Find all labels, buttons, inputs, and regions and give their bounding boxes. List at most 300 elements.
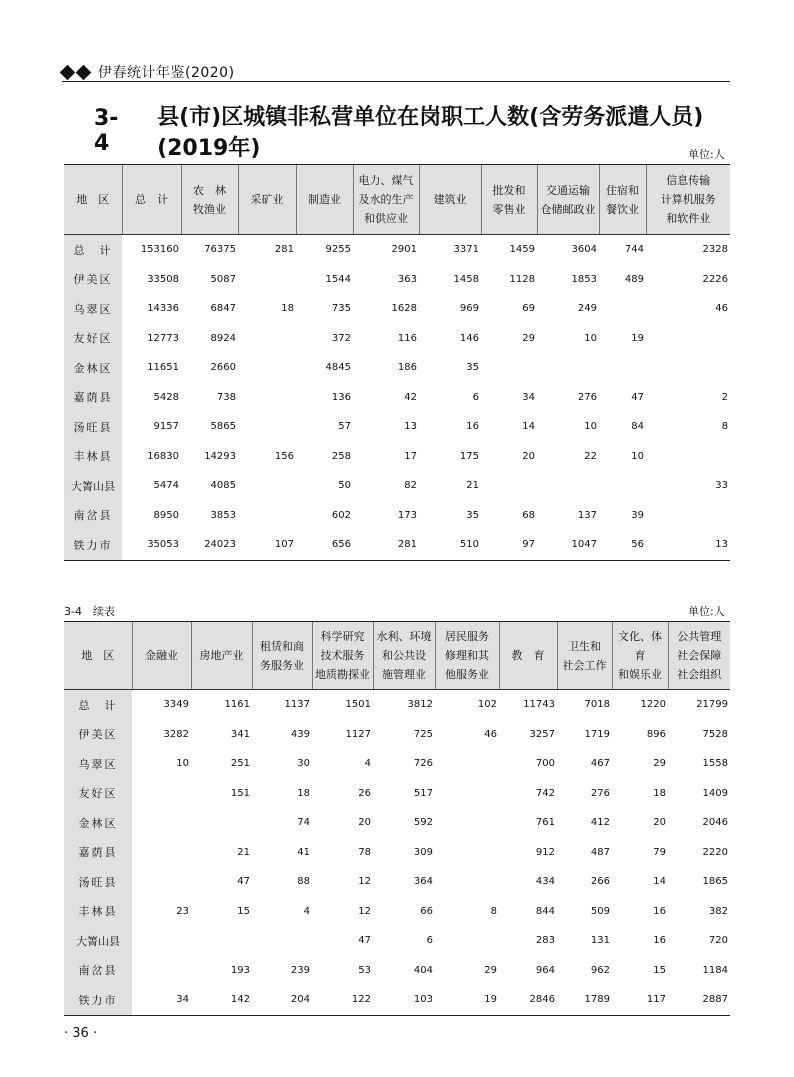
table-row <box>64 412 730 442</box>
value-cell: 8 <box>721 421 728 433</box>
value-cell: 249 <box>577 303 597 315</box>
header-rule <box>62 81 730 82</box>
value-cell <box>435 779 499 809</box>
value-cell: 1047 <box>537 530 599 560</box>
value-cell: 186 <box>397 362 417 374</box>
value-cell: 2901 <box>391 244 417 256</box>
value-cell: 251 <box>230 758 250 770</box>
value-cell: 69 <box>522 303 535 315</box>
value-cell <box>646 501 730 531</box>
value-cell: 23 <box>176 905 189 917</box>
employment-table-part1 <box>64 164 730 561</box>
column-header: 电力、煤气 及水的生产 和供应业 <box>353 165 419 235</box>
value-cell: 47 <box>237 876 250 888</box>
value-cell: 13 <box>646 530 730 560</box>
value-cell: 14 <box>653 876 666 888</box>
value-cell: 602 <box>331 509 351 521</box>
region-cell: 南岔县 <box>64 956 132 986</box>
value-cell <box>599 294 646 324</box>
value-cell: 35 <box>466 509 479 521</box>
value-cell: 42 <box>404 391 417 403</box>
value-cell: 509 <box>590 905 610 917</box>
value-cell: 912 <box>535 846 555 858</box>
value-cell: 21799 <box>696 699 728 711</box>
column-header: 交通运输 仓储邮政业 <box>537 165 599 235</box>
value-cell <box>238 383 296 413</box>
value-cell: 20 <box>653 817 666 829</box>
value-cell: 2660 <box>210 362 236 374</box>
value-cell: 3604 <box>571 244 597 256</box>
value-cell: 2846 <box>499 985 557 1015</box>
value-cell: 4 <box>303 905 310 917</box>
region-cell: 友好区 <box>64 324 122 354</box>
value-cell: 1853 <box>571 273 597 285</box>
value-cell: 364 <box>413 876 433 888</box>
column-header: 总 计 <box>122 165 181 235</box>
table-row <box>64 749 730 779</box>
value-cell: 725 <box>413 728 433 740</box>
value-cell: 30 <box>297 758 310 770</box>
value-cell: 962 <box>590 964 610 976</box>
value-cell: 964 <box>535 964 555 976</box>
column-header: 租赁和商 务服务业 <box>252 622 312 690</box>
column-header-region: 地 区 <box>64 622 132 690</box>
region-cell: 乌翠区 <box>64 749 132 779</box>
value-cell <box>238 471 296 501</box>
table-row <box>64 808 730 838</box>
value-cell <box>132 779 191 809</box>
value-cell: 434 <box>535 876 555 888</box>
value-cell: 3812 <box>407 699 433 711</box>
column-header: 住宿和 餐饮业 <box>599 165 646 235</box>
table-row <box>64 838 730 868</box>
value-cell: 404 <box>413 964 433 976</box>
value-cell: 5087 <box>210 273 236 285</box>
value-cell: 18 <box>281 303 294 315</box>
value-cell: 1161 <box>224 699 250 711</box>
table-row <box>64 501 730 531</box>
value-cell: 896 <box>646 728 666 740</box>
value-cell: 700 <box>535 758 555 770</box>
region-cell: 总 计 <box>64 690 132 720</box>
value-cell: 1789 <box>557 985 612 1015</box>
value-cell: 56 <box>599 530 646 560</box>
value-cell: 258 <box>331 450 351 462</box>
value-cell: 50 <box>338 480 351 492</box>
column-header: 批发和 零售业 <box>481 165 537 235</box>
value-cell: 309 <box>413 846 433 858</box>
value-cell: 1220 <box>640 699 666 711</box>
region-cell: 嘉荫县 <box>64 383 122 413</box>
value-cell: 107 <box>238 530 296 560</box>
region-cell: 汤旺县 <box>64 412 122 442</box>
value-cell: 6847 <box>210 303 236 315</box>
region-cell: 丰林县 <box>64 897 132 927</box>
table-row <box>64 442 730 472</box>
value-cell: 382 <box>708 905 728 917</box>
value-cell <box>646 353 730 383</box>
value-cell: 35053 <box>122 530 181 560</box>
value-cell: 372 <box>331 332 351 344</box>
value-cell: 5474 <box>153 480 179 492</box>
region-cell: 大箐山县 <box>64 471 122 501</box>
table-row <box>64 926 730 956</box>
table-row <box>64 235 730 265</box>
value-cell: 276 <box>590 787 610 799</box>
value-cell: 726 <box>413 758 433 770</box>
value-cell: 53 <box>358 964 371 976</box>
region-cell: 乌翠区 <box>64 294 122 324</box>
column-header: 信息传输 计算机服务 和软件业 <box>646 165 730 235</box>
value-cell: 239 <box>290 964 310 976</box>
value-cell: 1409 <box>702 787 728 799</box>
value-cell: 33 <box>715 480 728 492</box>
table-title: 县(市)区城镇非私营单位在岗职工人数(含劳务派遣人员)(2019年) <box>157 105 704 161</box>
value-cell: 10 <box>584 421 597 433</box>
column-header: 农 林 牧渔业 <box>181 165 238 235</box>
value-cell: 21 <box>466 480 479 492</box>
continued-label: 3-4 续表 <box>64 605 115 618</box>
value-cell: 16830 <box>147 450 179 462</box>
employment-table-part2 <box>64 621 730 1016</box>
value-cell: 26 <box>358 787 371 799</box>
value-cell: 137 <box>577 509 597 521</box>
table-row <box>64 530 730 560</box>
book-title: 伊春统计年鉴(2020) <box>98 65 235 81</box>
value-cell: 9157 <box>153 421 179 433</box>
region-cell: 总 计 <box>64 235 122 265</box>
value-cell <box>537 353 599 383</box>
value-cell: 656 <box>296 530 353 560</box>
value-cell: 29 <box>522 332 535 344</box>
value-cell: 2 <box>721 391 728 403</box>
value-cell <box>132 926 191 956</box>
value-cell: 3349 <box>163 699 189 711</box>
value-cell: 116 <box>397 332 417 344</box>
value-cell <box>238 324 296 354</box>
diamond-icon <box>60 64 76 80</box>
value-cell: 82 <box>404 480 417 492</box>
value-cell: 6 <box>426 935 433 947</box>
value-cell <box>191 926 252 956</box>
column-header: 制造业 <box>296 165 353 235</box>
value-cell: 8950 <box>153 509 179 521</box>
value-cell: 142 <box>191 985 252 1015</box>
value-cell <box>599 471 646 501</box>
value-cell: 4845 <box>325 362 351 374</box>
value-cell: 33508 <box>147 273 179 285</box>
value-cell: 103 <box>373 985 435 1015</box>
value-cell <box>132 867 191 897</box>
value-cell: 283 <box>535 935 555 947</box>
value-cell <box>238 412 296 442</box>
value-cell: 3853 <box>210 509 236 521</box>
value-cell: 68 <box>522 509 535 521</box>
value-cell: 1501 <box>345 699 371 711</box>
value-cell: 1137 <box>284 699 310 711</box>
value-cell: 1128 <box>509 273 535 285</box>
value-cell: 2887 <box>668 985 730 1015</box>
value-cell: 412 <box>590 817 610 829</box>
value-cell: 46 <box>715 303 728 315</box>
value-cell: 14336 <box>147 303 179 315</box>
value-cell <box>132 808 191 838</box>
value-cell: 136 <box>331 391 351 403</box>
value-cell: 2226 <box>702 273 728 285</box>
value-cell: 35 <box>466 362 479 374</box>
table-row <box>64 779 730 809</box>
table-row <box>64 353 730 383</box>
value-cell: 341 <box>230 728 250 740</box>
column-header: 公共管理 社会保障 社会组织 <box>668 622 730 690</box>
value-cell: 735 <box>331 303 351 315</box>
value-cell: 3282 <box>163 728 189 740</box>
value-cell: 7528 <box>702 728 728 740</box>
value-cell: 720 <box>708 935 728 947</box>
value-cell: 1628 <box>391 303 417 315</box>
value-cell: 1127 <box>345 728 371 740</box>
table-row <box>64 867 730 897</box>
value-cell: 66 <box>420 905 433 917</box>
value-cell: 8 <box>490 905 497 917</box>
value-cell: 97 <box>481 530 537 560</box>
value-cell: 20 <box>522 450 535 462</box>
value-cell: 15 <box>653 964 666 976</box>
value-cell: 844 <box>535 905 555 917</box>
value-cell: 19 <box>631 332 644 344</box>
value-cell: 5428 <box>153 391 179 403</box>
value-cell <box>646 442 730 472</box>
value-cell: 13 <box>404 421 417 433</box>
value-cell: 79 <box>653 846 666 858</box>
diamond-icon <box>76 64 92 80</box>
value-cell: 29 <box>653 758 666 770</box>
column-header: 水利、环境 和公共设 施管理业 <box>373 622 435 690</box>
region-cell: 汤旺县 <box>64 867 132 897</box>
value-cell: 266 <box>590 876 610 888</box>
value-cell: 17 <box>404 450 417 462</box>
column-header-region: 地 区 <box>64 165 122 235</box>
value-cell: 193 <box>230 964 250 976</box>
value-cell: 3371 <box>453 244 479 256</box>
value-cell <box>481 471 537 501</box>
value-cell: 281 <box>353 530 419 560</box>
value-cell <box>435 926 499 956</box>
value-cell: 592 <box>413 817 433 829</box>
region-cell: 南岔县 <box>64 501 122 531</box>
value-cell: 281 <box>274 244 294 256</box>
value-cell <box>238 353 296 383</box>
value-cell <box>435 808 499 838</box>
table-row <box>64 720 730 750</box>
value-cell <box>238 501 296 531</box>
value-cell: 276 <box>577 391 597 403</box>
column-header: 科学研究 技术服务 地质勘探业 <box>312 622 373 690</box>
value-cell: 12773 <box>147 332 179 344</box>
value-cell: 151 <box>230 787 250 799</box>
region-cell: 嘉荫县 <box>64 838 132 868</box>
value-cell <box>537 471 599 501</box>
value-cell: 742 <box>535 787 555 799</box>
value-cell <box>646 324 730 354</box>
value-cell: 761 <box>535 817 555 829</box>
region-cell: 友好区 <box>64 779 132 809</box>
table-row <box>64 690 730 720</box>
value-cell: 153160 <box>140 244 179 256</box>
value-cell: 18 <box>653 787 666 799</box>
value-cell: 489 <box>624 273 644 285</box>
value-cell: 18 <box>297 787 310 799</box>
value-cell <box>435 867 499 897</box>
value-cell: 969 <box>459 303 479 315</box>
region-cell: 丰林县 <box>64 442 122 472</box>
value-cell: 517 <box>413 787 433 799</box>
region-cell: 铁力市 <box>64 530 122 560</box>
value-cell: 4 <box>364 758 371 770</box>
value-cell: 173 <box>397 509 417 521</box>
column-header: 房地产业 <box>191 622 252 690</box>
table-row <box>64 265 730 295</box>
value-cell: 24023 <box>181 530 238 560</box>
value-cell: 7018 <box>584 699 610 711</box>
value-cell: 5865 <box>210 421 236 433</box>
column-header: 文化、体育 和娱乐业 <box>612 622 668 690</box>
value-cell: 439 <box>290 728 310 740</box>
value-cell: 510 <box>419 530 481 560</box>
value-cell: 34 <box>522 391 535 403</box>
value-cell: 10 <box>176 758 189 770</box>
value-cell: 2220 <box>702 846 728 858</box>
value-cell: 2328 <box>702 244 728 256</box>
value-cell: 175 <box>459 450 479 462</box>
value-cell: 29 <box>484 964 497 976</box>
value-cell: 21 <box>237 846 250 858</box>
value-cell: 102 <box>477 699 497 711</box>
value-cell <box>252 926 312 956</box>
value-cell: 9255 <box>325 244 351 256</box>
value-cell <box>191 808 252 838</box>
value-cell: 12 <box>358 876 371 888</box>
column-header: 教 育 <box>499 622 557 690</box>
value-cell: 487 <box>590 846 610 858</box>
value-cell <box>238 265 296 295</box>
table-row <box>64 294 730 324</box>
value-cell: 57 <box>338 421 351 433</box>
table-row <box>64 985 730 1015</box>
value-cell: 88 <box>297 876 310 888</box>
value-cell: 1459 <box>509 244 535 256</box>
value-cell: 117 <box>612 985 668 1015</box>
value-cell: 10 <box>584 332 597 344</box>
value-cell <box>599 353 646 383</box>
value-cell <box>132 956 191 986</box>
unit-label: 单位:人 <box>688 148 725 161</box>
table-row <box>64 471 730 501</box>
value-cell: 16 <box>653 905 666 917</box>
page-title <box>62 100 730 162</box>
value-cell: 738 <box>216 391 236 403</box>
column-header: 金融业 <box>132 622 191 690</box>
column-header: 卫生和 社会工作 <box>557 622 612 690</box>
region-cell: 金林区 <box>64 353 122 383</box>
region-cell: 伊美区 <box>64 265 122 295</box>
table-number: 3-4 <box>94 106 119 156</box>
value-cell: 363 <box>397 273 417 285</box>
value-cell: 1719 <box>584 728 610 740</box>
value-cell: 74 <box>297 817 310 829</box>
value-cell <box>481 353 537 383</box>
table-row <box>64 897 730 927</box>
value-cell: 2046 <box>702 817 728 829</box>
value-cell: 16 <box>653 935 666 947</box>
value-cell: 76375 <box>204 244 236 256</box>
value-cell: 19 <box>435 985 499 1015</box>
value-cell: 11651 <box>147 362 179 374</box>
column-header: 居民服务 修理和其 他服务业 <box>435 622 499 690</box>
value-cell: 156 <box>274 450 294 462</box>
value-cell: 22 <box>584 450 597 462</box>
column-header: 采矿业 <box>238 165 296 235</box>
value-cell: 146 <box>459 332 479 344</box>
value-cell: 1558 <box>702 758 728 770</box>
table-row <box>64 324 730 354</box>
value-cell: 46 <box>484 728 497 740</box>
value-cell: 131 <box>590 935 610 947</box>
value-cell: 1544 <box>325 273 351 285</box>
value-cell: 4085 <box>210 480 236 492</box>
value-cell: 41 <box>297 846 310 858</box>
value-cell <box>132 838 191 868</box>
value-cell: 47 <box>358 935 371 947</box>
value-cell: 8924 <box>210 332 236 344</box>
value-cell: 1865 <box>702 876 728 888</box>
region-cell: 金林区 <box>64 808 132 838</box>
value-cell: 204 <box>252 985 312 1015</box>
value-cell: 14293 <box>204 450 236 462</box>
value-cell: 1184 <box>702 964 728 976</box>
column-header: 建筑业 <box>419 165 481 235</box>
value-cell: 15 <box>237 905 250 917</box>
running-header <box>62 62 235 82</box>
value-cell: 16 <box>466 421 479 433</box>
value-cell <box>435 838 499 868</box>
value-cell: 744 <box>624 244 644 256</box>
value-cell <box>435 749 499 779</box>
value-cell: 20 <box>358 817 371 829</box>
value-cell: 11743 <box>523 699 555 711</box>
value-cell: 467 <box>590 758 610 770</box>
value-cell: 3257 <box>529 728 555 740</box>
value-cell: 6 <box>472 391 479 403</box>
region-cell: 铁力市 <box>64 985 132 1015</box>
table-row <box>64 383 730 413</box>
region-cell: 伊美区 <box>64 720 132 750</box>
region-cell: 大箐山县 <box>64 926 132 956</box>
value-cell: 1458 <box>453 273 479 285</box>
value-cell: 14 <box>522 421 535 433</box>
table-row <box>64 956 730 986</box>
value-cell: 47 <box>631 391 644 403</box>
page-number: · 36 · <box>64 1026 98 1041</box>
value-cell: 84 <box>631 421 644 433</box>
unit-label: 单位:人 <box>688 605 725 618</box>
value-cell: 12 <box>358 905 371 917</box>
value-cell: 122 <box>312 985 373 1015</box>
value-cell: 78 <box>358 846 371 858</box>
value-cell: 10 <box>631 450 644 462</box>
value-cell: 39 <box>631 509 644 521</box>
value-cell: 34 <box>132 985 191 1015</box>
